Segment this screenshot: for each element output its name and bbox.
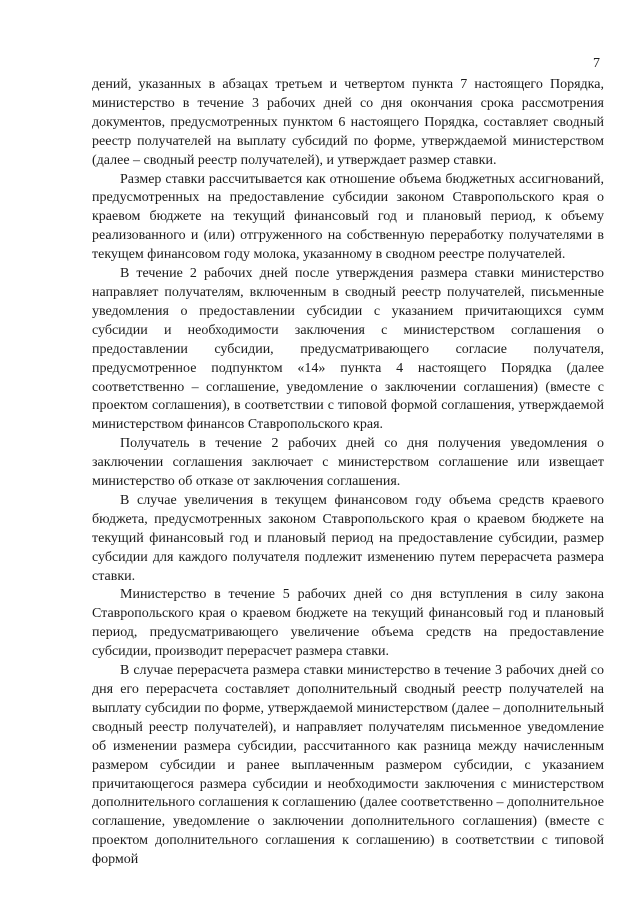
paragraph-agreement: Получатель в течение 2 рабочих дней со дня получения уведомления о заключении соглашения заключает с министерством соглашение или извещает министерство об отказе от заключения соглашения.: [92, 436, 604, 490]
paragraph-additional-register: В случае перерасчета размера ставки министерство в течение 3 рабочих дней со дня его перерасчета составляет дополнительный сводный реестр получателей на выплату субсидии по форме, утверждаемой министерством (далее – дополнительный сводный реестр получателей), и направляет получателям письменное уведомление об изменении размера субсидии, рассчитанного как разница между начисленным размером субсидии и ранее выплаченным размером субсидии, с указанием причитающегося размера субсидии и необходимости заключения с министерством дополнительного соглашения к соглашению (далее соответственно – дополнительное соглашение, уведомление о заключении дополнительного соглашения) (вместе с проектом дополнительного соглашения к соглашению) в соответствии с типовой формой: [92, 663, 604, 868]
paragraph-budget-increase: В случае увеличения в текущем финансовом году объема средств краевого бюджета, предусмотренных законом Ставропольского края о краевом бюджете на текущий финансовый год и плановый период на предоставление субсидии, размер субсидии для каждого получателя подлежит изменению путем перерасчета размера ставки.: [92, 492, 604, 584]
paragraph-recalculation: Министерство в течение 5 рабочих дней со дня вступления в силу закона Ставропольского края о краевом бюджете на текущий финансовый год и плановый период, предусматривающего увеличение объема средств на предоставление субсидии, производит перерасчет размера ставки.: [92, 587, 604, 660]
page-number: 7: [593, 56, 600, 71]
document-body: [92, 76, 604, 870]
paragraph-rate-calculation: Размер ставки рассчитывается как отношение объема бюджетных ассигнований, предусмотренных на предоставление субсидии законом Ставропольского края о краевом бюджете на текущий финансовый год и плановый период, к объему реализованного и (или) отгруженного на собственную переработку получателями в текущем финансовом году молока, указанному в сводном реестре получателей.: [92, 171, 604, 263]
paragraph-notification: В течение 2 рабочих дней после утверждения размера ставки министерство направляет получателям, включенным в сводный реестр получателей, письменные уведомления о предоставлении субсидии с указанием причитающихся сумм субсидии и необходимости заключения с министерством соглашения о предоставлении субсидии, предусматривающего согласие получателя, предусмотренное подпунктом «14» пункта 4 настоящего Порядка (далее соответственно – соглашение, уведомление о заключении соглашения) (вместе с проектом соглашения), в соответствии с типовой формой соглашения, утверждаемой министерством финансов Ставропольского края.: [92, 266, 604, 433]
paragraph-continuation: дений, указанных в абзацах третьем и четвертом пункта 7 настоящего Порядка, министерство в течение 3 рабочих дней со дня окончания срока рассмотрения документов, предусмотренных пунктом 6 настоящего Порядка, составляет сводный реестр получателей на выплату субсидий по форме, утверждаемой министерством (далее – сводный реестр получателей), и утверждает размер ставки.: [92, 77, 604, 168]
